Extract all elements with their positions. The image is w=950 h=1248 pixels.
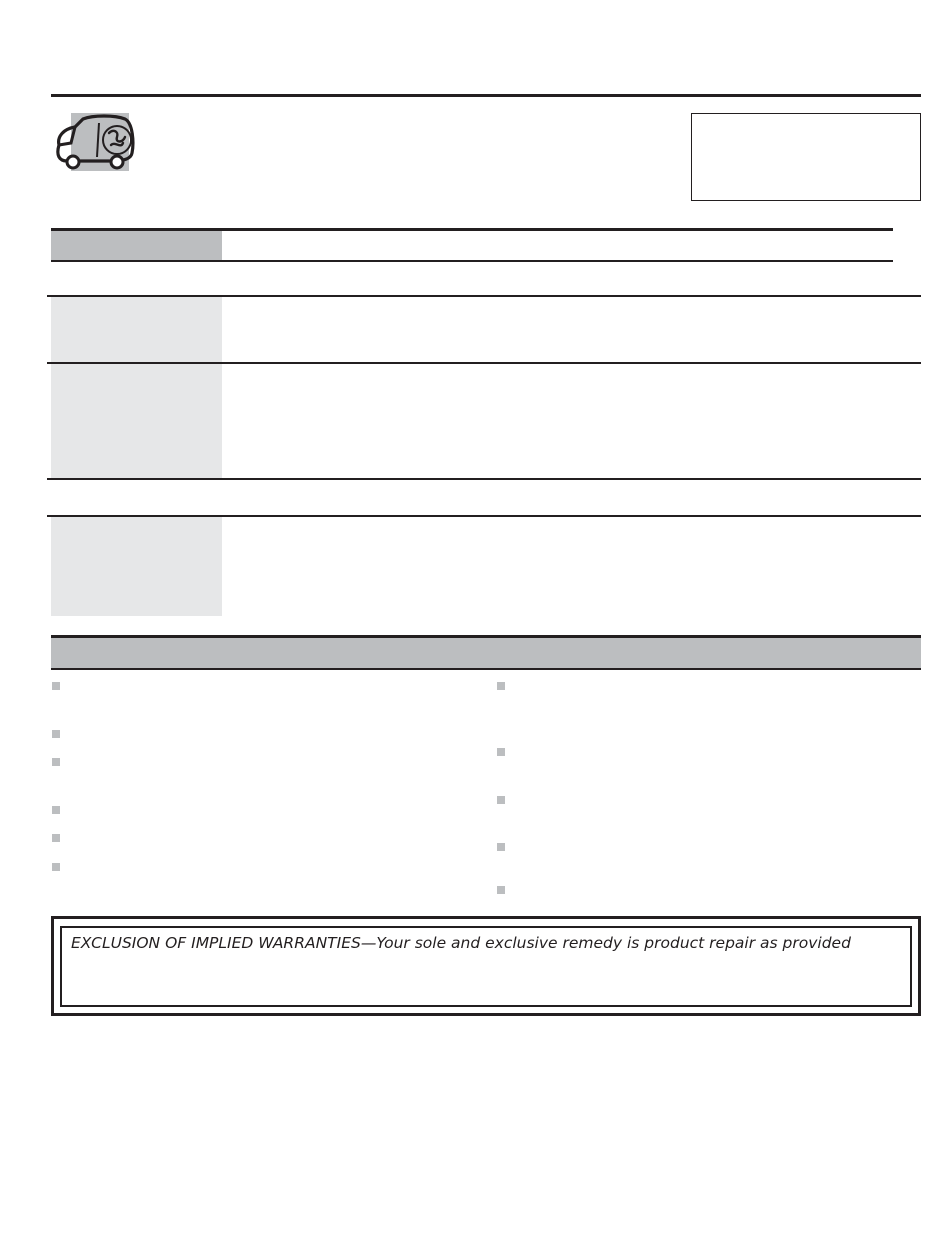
bullet-left-6: [52, 863, 60, 871]
service-truck-icon: [53, 113, 137, 173]
bullet-right-3: [497, 796, 505, 804]
bullet-left-1: [52, 682, 60, 690]
bullet-left-4: [52, 806, 60, 814]
top-rule: [51, 94, 921, 97]
bullet-right-1: [497, 682, 505, 690]
exclusion-text: EXCLUSION OF IMPLIED WARRANTIES—Your sole and exclusive remedy is product repair as provided: [71, 934, 851, 952]
bullet-right-5: [497, 886, 505, 894]
bullet-left-5: [52, 834, 60, 842]
row-1-label-cell: [51, 297, 222, 362]
row-3-label-cell: [51, 517, 222, 616]
info-box: [691, 113, 921, 201]
section-header-bottom-rule: [51, 668, 921, 670]
table-header-cell: [51, 231, 222, 261]
table-header-rule: [51, 260, 893, 262]
row-2-label-cell: [51, 364, 222, 478]
bullet-right-2: [497, 748, 505, 756]
bullet-left-2: [52, 730, 60, 738]
bullet-left-3: [52, 758, 60, 766]
row-2-bottom-rule: [47, 478, 921, 480]
bullet-right-4: [497, 843, 505, 851]
section-header-bar: [51, 638, 921, 668]
